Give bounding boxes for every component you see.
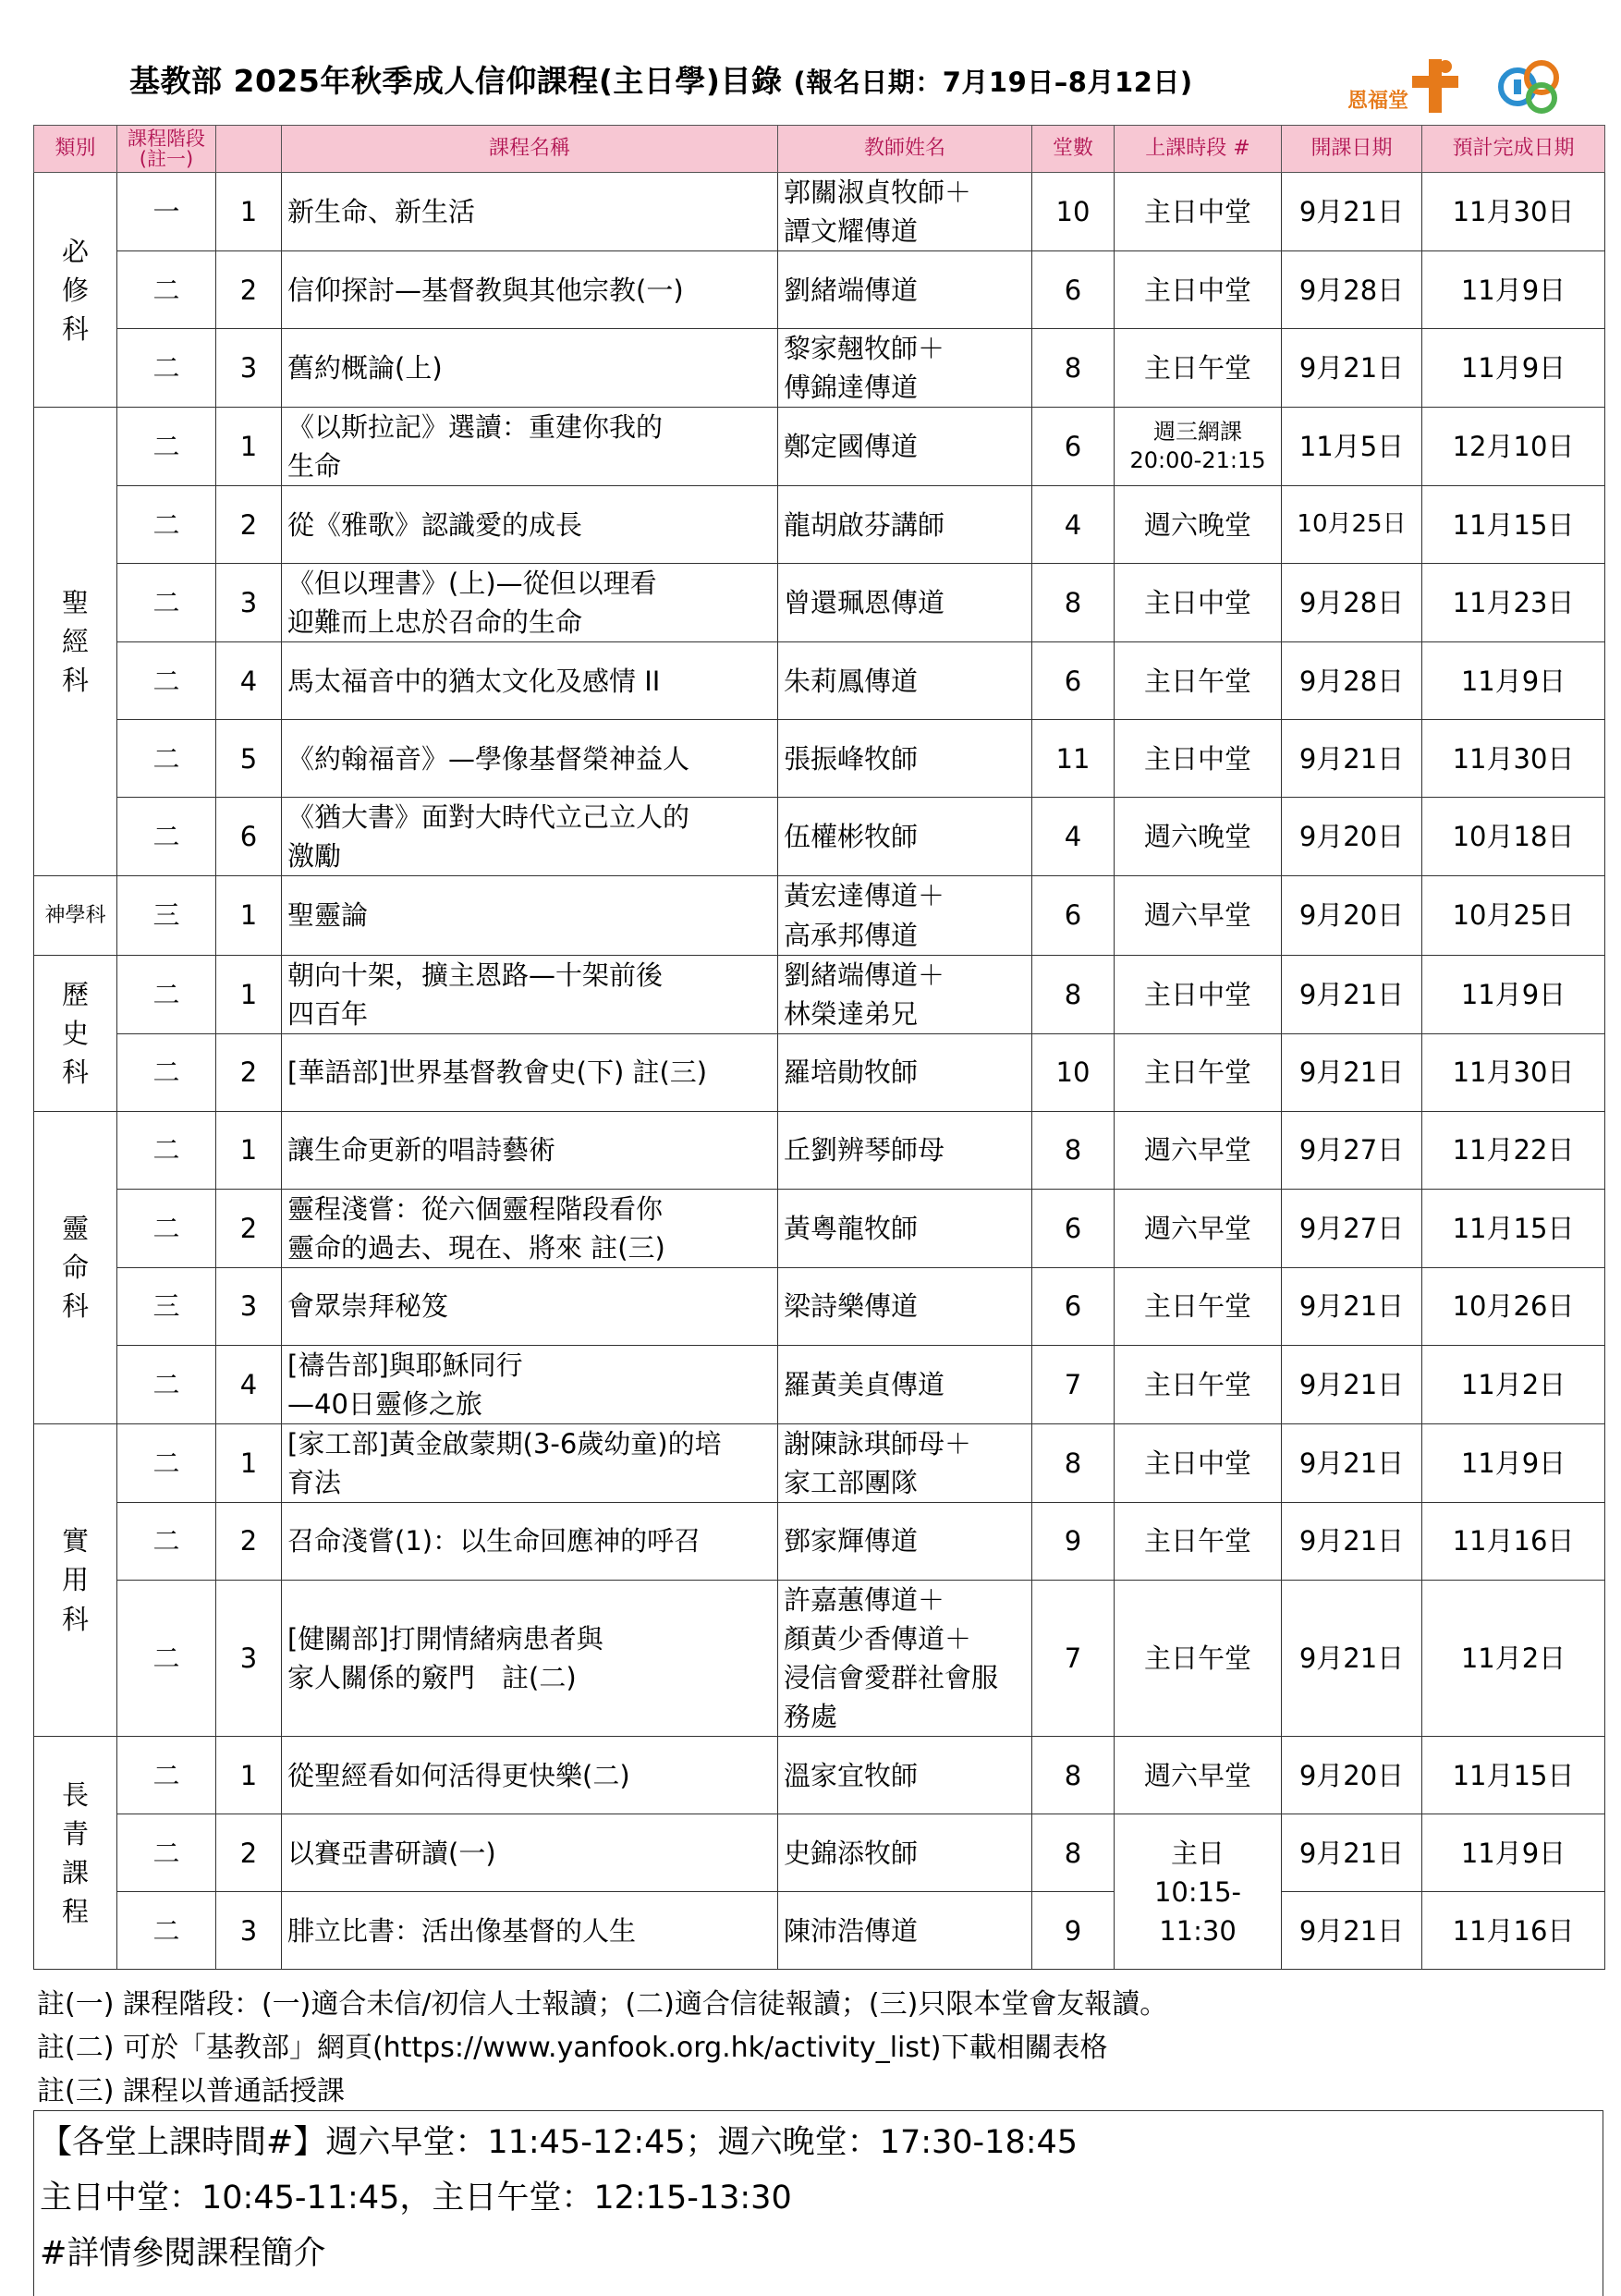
time-slot: 主日午堂	[1115, 1345, 1282, 1423]
table-row	[34, 1189, 1605, 1267]
end-date: 10月26日	[1422, 1267, 1605, 1345]
category-cell: 神學科	[34, 876, 117, 955]
church-logo	[1347, 54, 1481, 118]
category-cell: 靈 命 科	[34, 1111, 117, 1423]
stage-cell: 二	[117, 486, 216, 564]
course-number: 2	[216, 1814, 282, 1892]
sessions-count: 9	[1032, 1502, 1115, 1580]
sessions-count: 6	[1032, 1189, 1115, 1267]
start-date: 9月27日	[1282, 1111, 1422, 1189]
time-slot: 週六早堂	[1115, 1189, 1282, 1267]
start-date: 9月28日	[1282, 251, 1422, 329]
stage-cell: 二	[117, 329, 216, 408]
course-table	[33, 125, 1605, 1970]
table-row	[34, 955, 1605, 1033]
course-name: 會眾崇拜秘笈	[282, 1267, 778, 1345]
title-text: 基教部 2025年秋季成人信仰課程(主日學)目錄	[129, 63, 783, 99]
course-number: 3	[216, 1267, 282, 1345]
time-slot: 週六早堂	[1115, 1111, 1282, 1189]
end-date: 11月30日	[1422, 1033, 1605, 1111]
time-slot: 主日中堂	[1115, 251, 1282, 329]
course-number: 1	[216, 408, 282, 486]
course-name: 從聖經看如何活得更快樂(二)	[282, 1737, 778, 1814]
end-date: 11月9日	[1422, 1423, 1605, 1502]
teacher-name: 羅培勛牧師	[778, 1033, 1032, 1111]
end-date: 11月15日	[1422, 1737, 1605, 1814]
time-slot: 主日中堂	[1115, 1423, 1282, 1502]
end-date: 11月15日	[1422, 486, 1605, 564]
course-name: 《約翰福音》—學像基督榮神益人	[282, 720, 778, 798]
teacher-name: 陳沛浩傳道	[778, 1892, 1032, 1970]
start-date: 9月28日	[1282, 564, 1422, 642]
logo-text: 恩福堂	[1347, 90, 1409, 113]
header-slot: 上課時段 #	[1115, 126, 1282, 173]
teacher-name: 曾還珮恩傳道	[778, 564, 1032, 642]
footnotes	[37, 1983, 1167, 2113]
end-date: 11月2日	[1422, 1580, 1605, 1736]
course-name: 聖靈論	[282, 876, 778, 955]
start-date: 9月20日	[1282, 798, 1422, 876]
stage-cell: 二	[117, 251, 216, 329]
stage-cell: 二	[117, 798, 216, 876]
course-number: 1	[216, 173, 282, 251]
department-emblem-icon	[1497, 55, 1564, 118]
stage-cell: 二	[117, 955, 216, 1033]
start-date: 9月21日	[1282, 1814, 1422, 1892]
category-cell: 必 修 科	[34, 173, 117, 408]
end-date: 11月9日	[1422, 955, 1605, 1033]
end-date: 11月9日	[1422, 642, 1605, 720]
teacher-name: 劉緒端傳道	[778, 251, 1032, 329]
sessions-count: 8	[1032, 955, 1115, 1033]
teacher-name: 黎家翹牧師＋ 傅錦達傳道	[778, 329, 1032, 408]
sessions-count: 4	[1032, 486, 1115, 564]
course-number: 2	[216, 486, 282, 564]
teacher-name: 鄭定國傳道	[778, 408, 1032, 486]
stage-cell: 二	[117, 1502, 216, 1580]
sessions-count: 6	[1032, 251, 1115, 329]
header-category: 類別	[34, 126, 117, 173]
schedule-box	[33, 2110, 1603, 2296]
course-name: 以賽亞書研讀(一)	[282, 1814, 778, 1892]
table-row	[34, 1580, 1605, 1736]
table-row	[34, 642, 1605, 720]
teacher-name: 羅黃美貞傳道	[778, 1345, 1032, 1423]
end-date: 11月2日	[1422, 1345, 1605, 1423]
header-end: 預計完成日期	[1422, 126, 1605, 173]
teacher-name: 鄧家輝傳道	[778, 1502, 1032, 1580]
end-date: 11月9日	[1422, 1814, 1605, 1892]
table-row	[34, 1267, 1605, 1345]
time-slot: 主日中堂	[1115, 173, 1282, 251]
time-slot: 主日午堂	[1115, 1267, 1282, 1345]
end-date: 11月16日	[1422, 1502, 1605, 1580]
schedule-line-3: #詳情參閱課程簡介	[40, 2235, 326, 2272]
time-slot: 主日午堂	[1115, 1033, 1282, 1111]
teacher-name: 丘劉辨琴師母	[778, 1111, 1032, 1189]
time-slot: 主日午堂	[1115, 1580, 1282, 1736]
teacher-name: 劉緒端傳道＋ 林榮達弟兄	[778, 955, 1032, 1033]
course-number: 1	[216, 1423, 282, 1502]
stage-cell: 二	[117, 1033, 216, 1111]
course-name: 《猶大書》面對大時代立己立人的 激勵	[282, 798, 778, 876]
course-number: 2	[216, 1189, 282, 1267]
end-date: 10月18日	[1422, 798, 1605, 876]
course-number: 4	[216, 1345, 282, 1423]
header-start: 開課日期	[1282, 126, 1422, 173]
stage-cell: 一	[117, 173, 216, 251]
footnote-1: 註(一) 課程階段：(一)適合未信/初信人士報讀；(二)適合信徒報讀；(三)只限本堂會友報讀。	[37, 1988, 1168, 2021]
course-name: 新生命、新生活	[282, 173, 778, 251]
sessions-count: 8	[1032, 329, 1115, 408]
teacher-name: 黃宏達傳道＋ 高承邦傳道	[778, 876, 1032, 955]
teacher-name: 黃粵龍牧師	[778, 1189, 1032, 1267]
teacher-name: 謝陳詠琪師母＋ 家工部團隊	[778, 1423, 1032, 1502]
end-date: 11月15日	[1422, 1189, 1605, 1267]
stage-cell: 二	[117, 1345, 216, 1423]
start-date: 9月21日	[1282, 1580, 1422, 1736]
stage-cell: 二	[117, 408, 216, 486]
course-name: 朝向十架，擴主恩路—十架前後 四百年	[282, 955, 778, 1033]
sessions-count: 6	[1032, 642, 1115, 720]
time-slot: 週六早堂	[1115, 1737, 1282, 1814]
teacher-name: 龍胡啟芬講師	[778, 486, 1032, 564]
header-sessions: 堂數	[1032, 126, 1115, 173]
registration-period: (報名日期：7月19日–8月12日)	[793, 67, 1193, 98]
start-date: 9月21日	[1282, 1345, 1422, 1423]
course-name: 《但以理書》(上)—從但以理看 迎難而上忠於召命的生命	[282, 564, 778, 642]
course-number: 6	[216, 798, 282, 876]
course-number: 5	[216, 720, 282, 798]
start-date: 9月21日	[1282, 173, 1422, 251]
time-slot: 主日 10:15- 11:30	[1115, 1814, 1282, 1970]
teacher-name: 史錦添牧師	[778, 1814, 1032, 1892]
table-row	[34, 1111, 1605, 1189]
start-date: 9月21日	[1282, 955, 1422, 1033]
stage-cell: 三	[117, 876, 216, 955]
sessions-count: 6	[1032, 1267, 1115, 1345]
sessions-count: 6	[1032, 876, 1115, 955]
start-date: 9月28日	[1282, 642, 1422, 720]
table-row	[34, 1033, 1605, 1111]
course-number: 1	[216, 955, 282, 1033]
course-number: 2	[216, 251, 282, 329]
time-slot: 週六早堂	[1115, 876, 1282, 955]
time-slot: 主日中堂	[1115, 720, 1282, 798]
sessions-count: 8	[1032, 564, 1115, 642]
sessions-count: 8	[1032, 1737, 1115, 1814]
course-name: 腓立比書：活出像基督的人生	[282, 1892, 778, 1970]
course-number: 4	[216, 642, 282, 720]
start-date: 9月21日	[1282, 1502, 1422, 1580]
course-number: 1	[216, 1111, 282, 1189]
table-row	[34, 173, 1605, 251]
start-date: 9月21日	[1282, 1267, 1422, 1345]
sessions-count: 10	[1032, 173, 1115, 251]
end-date: 11月22日	[1422, 1111, 1605, 1189]
stage-cell: 二	[117, 1580, 216, 1736]
table-row	[34, 564, 1605, 642]
sessions-count: 6	[1032, 408, 1115, 486]
end-date: 11月9日	[1422, 329, 1605, 408]
time-slot: 週三網課 20:00-21:15	[1115, 408, 1282, 486]
table-row	[34, 329, 1605, 408]
start-date: 9月21日	[1282, 1892, 1422, 1970]
header-no	[216, 126, 282, 173]
end-date: 11月30日	[1422, 720, 1605, 798]
header-stage: 課程階段 (註一)	[117, 126, 216, 173]
category-cell: 聖 經 科	[34, 408, 117, 876]
course-number: 2	[216, 1502, 282, 1580]
start-date: 11月5日	[1282, 408, 1422, 486]
stage-cell: 二	[117, 1423, 216, 1502]
category-cell: 實 用 科	[34, 1423, 117, 1736]
time-slot: 週六晚堂	[1115, 486, 1282, 564]
course-number: 1	[216, 876, 282, 955]
course-name: 舊約概論(上)	[282, 329, 778, 408]
sessions-count: 7	[1032, 1345, 1115, 1423]
table-row	[34, 1737, 1605, 1814]
course-number: 3	[216, 329, 282, 408]
table-row	[34, 1423, 1605, 1502]
teacher-name: 溫家宜牧師	[778, 1737, 1032, 1814]
teacher-name: 伍權彬牧師	[778, 798, 1032, 876]
course-number: 3	[216, 1892, 282, 1970]
end-date: 11月23日	[1422, 564, 1605, 642]
schedule-line-1: 【各堂上課時間#】週六早堂：11:45-12:45；週六晚堂：17:30-18:45	[40, 2124, 1079, 2161]
table-row	[34, 1892, 1605, 1970]
table-row	[34, 251, 1605, 329]
stage-cell: 二	[117, 1737, 216, 1814]
header-course: 課程名稱	[282, 126, 778, 173]
header-teacher: 教師姓名	[778, 126, 1032, 173]
time-slot: 主日中堂	[1115, 564, 1282, 642]
course-name: 召命淺嘗(1)：以生命回應神的呼召	[282, 1502, 778, 1580]
end-date: 11月9日	[1422, 251, 1605, 329]
footnote-2: 註(二) 可於「基教部」網頁(https://www.yanfook.org.hk/activity_list)下載相關表格	[37, 2032, 1108, 2064]
start-date: 9月21日	[1282, 1033, 1422, 1111]
teacher-name: 許嘉蕙傳道＋ 顏黃少香傳道＋ 浸信會愛群社會服 務處	[778, 1580, 1032, 1736]
sessions-count: 4	[1032, 798, 1115, 876]
table-row	[34, 1345, 1605, 1423]
table-row	[34, 1502, 1605, 1580]
category-cell: 長 青 課 程	[34, 1737, 117, 1970]
course-name: [禱告部]與耶穌同行 —40日靈修之旅	[282, 1345, 778, 1423]
sessions-count: 8	[1032, 1423, 1115, 1502]
stage-cell: 二	[117, 1189, 216, 1267]
teacher-name: 郭關淑貞牧師＋ 譚文耀傳道	[778, 173, 1032, 251]
course-name: [家工部]黃金啟蒙期(3-6歲幼童)的培 育法	[282, 1423, 778, 1502]
page-title	[129, 57, 1193, 101]
course-name: 讓生命更新的唱詩藝術	[282, 1111, 778, 1189]
teacher-name: 張振峰牧師	[778, 720, 1032, 798]
stage-cell: 二	[117, 642, 216, 720]
time-slot: 主日午堂	[1115, 642, 1282, 720]
department-logo	[1497, 55, 1564, 118]
end-date: 11月16日	[1422, 1892, 1605, 1970]
stage-cell: 二	[117, 1892, 216, 1970]
teacher-name: 梁詩樂傳道	[778, 1267, 1032, 1345]
start-date: 9月21日	[1282, 720, 1422, 798]
start-date: 9月20日	[1282, 1737, 1422, 1814]
course-name: 信仰探討—基督教與其他宗教(一)	[282, 251, 778, 329]
course-number: 3	[216, 1580, 282, 1736]
time-slot: 主日午堂	[1115, 329, 1282, 408]
stage-cell: 二	[117, 564, 216, 642]
time-slot: 主日中堂	[1115, 955, 1282, 1033]
course-name: 靈程淺嘗：從六個靈程階段看你 靈命的過去、現在、將來 註(三)	[282, 1189, 778, 1267]
stage-cell: 二	[117, 1111, 216, 1189]
stage-cell: 二	[117, 720, 216, 798]
sessions-count: 10	[1032, 1033, 1115, 1111]
footnote-3: 註(三) 課程以普通話授課	[37, 2075, 345, 2107]
table-header-row	[34, 126, 1605, 173]
table-row	[34, 876, 1605, 955]
table-row	[34, 408, 1605, 486]
stage-cell: 三	[117, 1267, 216, 1345]
time-slot: 週六晚堂	[1115, 798, 1282, 876]
course-name: [健關部]打開情緒病患者與 家人關係的竅門 註(二)	[282, 1580, 778, 1736]
sessions-count: 7	[1032, 1580, 1115, 1736]
course-number: 1	[216, 1737, 282, 1814]
table-row	[34, 720, 1605, 798]
start-date: 9月21日	[1282, 329, 1422, 408]
table-row	[34, 1814, 1605, 1892]
end-date: 11月30日	[1422, 173, 1605, 251]
end-date: 10月25日	[1422, 876, 1605, 955]
course-name: 從《雅歌》認識愛的成長	[282, 486, 778, 564]
table-row	[34, 486, 1605, 564]
course-name: 馬太福音中的猶太文化及感情 II	[282, 642, 778, 720]
schedule-line-2: 主日中堂：10:45-11:45，主日午堂：12:15-13:30	[40, 2180, 792, 2217]
table-row	[34, 798, 1605, 876]
category-cell: 歷 史 科	[34, 955, 117, 1111]
sessions-count: 9	[1032, 1892, 1115, 1970]
start-date: 9月20日	[1282, 876, 1422, 955]
time-slot: 主日午堂	[1115, 1502, 1282, 1580]
course-number: 3	[216, 564, 282, 642]
stage-cell: 二	[117, 1814, 216, 1892]
start-date: 9月21日	[1282, 1423, 1422, 1502]
teacher-name: 朱莉鳳傳道	[778, 642, 1032, 720]
end-date: 12月10日	[1422, 408, 1605, 486]
start-date: 9月27日	[1282, 1189, 1422, 1267]
sessions-count: 8	[1032, 1814, 1115, 1892]
sessions-count: 8	[1032, 1111, 1115, 1189]
course-number: 2	[216, 1033, 282, 1111]
start-date: 10月25日	[1282, 486, 1422, 564]
sessions-count: 11	[1032, 720, 1115, 798]
course-name: [華語部]世界基督教會史(下) 註(三)	[282, 1033, 778, 1111]
course-name: 《以斯拉記》選讀：重建你我的 生命	[282, 408, 778, 486]
